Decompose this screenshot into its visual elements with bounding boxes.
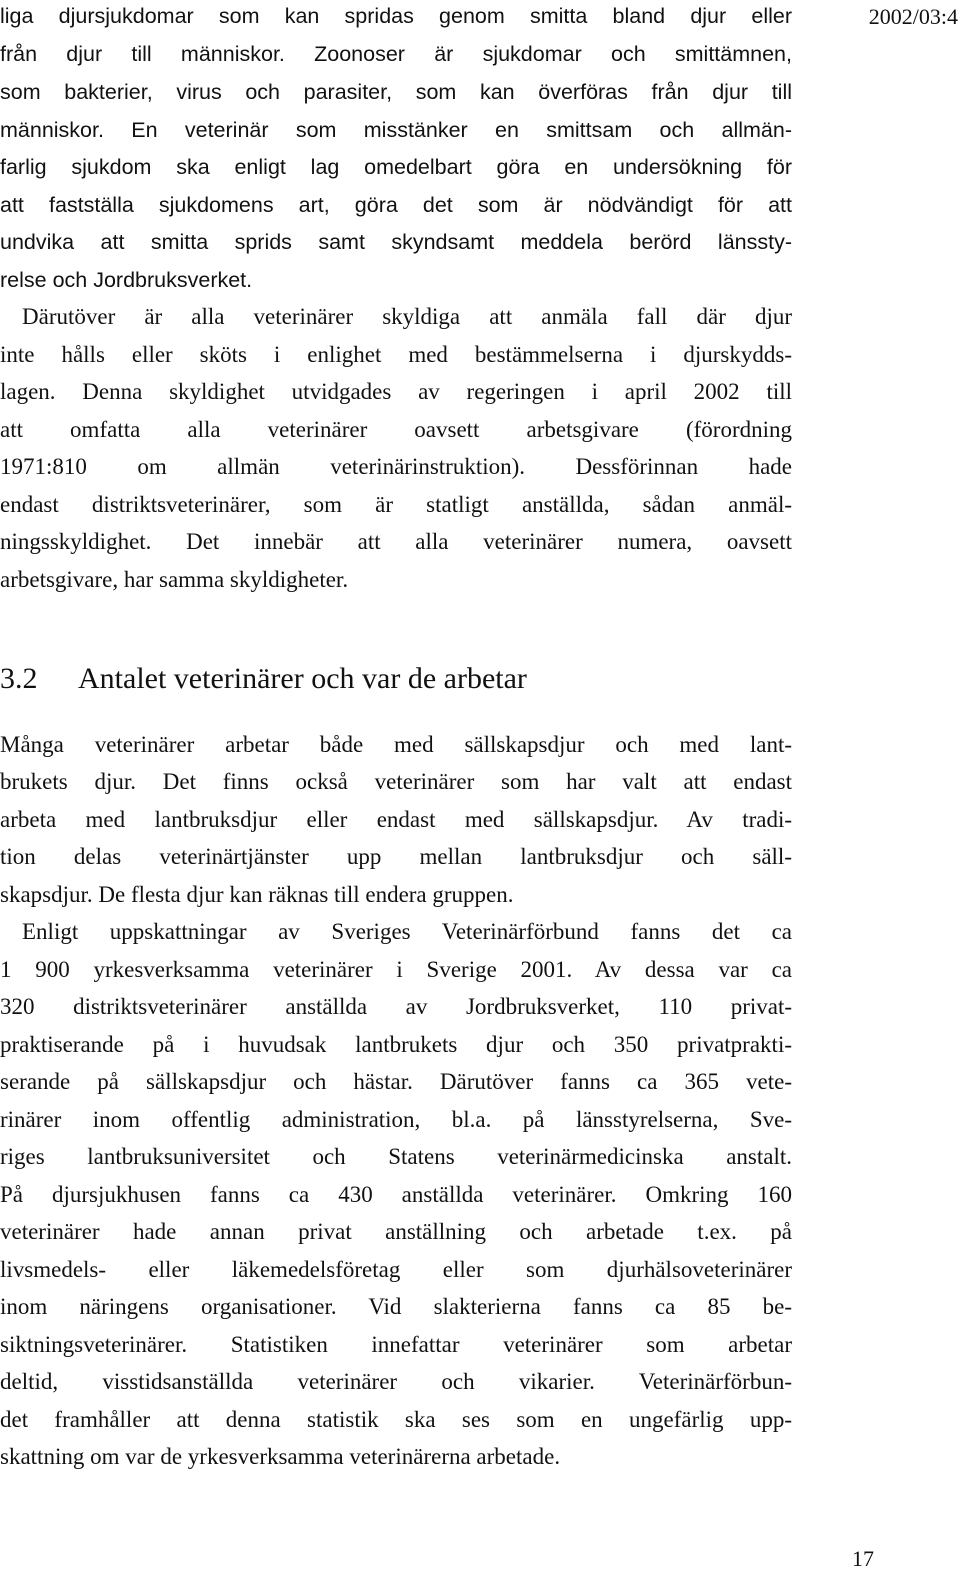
body-line: människor. En veterinär som misstänker en smittsam och allmän- [0, 118, 792, 142]
body-line: endast distriktsveterinärer, som är statligt anställda, sådan anmäl- [0, 492, 792, 517]
body-line: arbeta med lantbruksdjur eller endast med sällskapsdjur. Av tradi- [0, 807, 792, 832]
body-line: som bakterier, virus och parasiter, som kan överföras från djur till [0, 80, 792, 104]
body-line: relse och Jordbruksverket. [0, 268, 253, 292]
body-line: skapsdjur. De flesta djur kan räknas till endera gruppen. [0, 882, 514, 907]
body-line: På djursjukhusen fanns ca 430 anställda veterinärer. Omkring 160 [0, 1182, 792, 1207]
body-line: Enligt uppskattningar av Sveriges Veterinärförbund fanns det ca [22, 919, 792, 944]
body-line: arbetsgivare, har samma skyldigheter. [0, 567, 349, 592]
body-line: lagen. Denna skyldighet utvidgades av regeringen i april 2002 till [0, 379, 792, 404]
body-line: att omfatta alla veterinärer oavsett arbetsgivare (förordning [0, 417, 792, 442]
body-line: brukets djur. Det finns också veterinärer som har valt att endast [0, 769, 792, 794]
body-line: rinärer inom offentlig administration, bl.a. på länsstyrelserna, Sve- [0, 1107, 792, 1132]
body-line: tion delas veterinärtjänster upp mellan lantbruksdjur och säll- [0, 844, 792, 869]
body-line: 1971:810 om allmän veterinärinstruktion). Dessförinnan hade [0, 454, 792, 479]
body-line: 1 900 yrkesverksamma veterinärer i Sverige 2001. Av dessa var ca [0, 957, 792, 982]
page-number: 17 [852, 1546, 874, 1571]
body-line: att fastställa sjukdomens art, göra det som är nödvändigt för att [0, 193, 792, 217]
body-line: inte hålls eller sköts i enlighet med bestämmelserna i djurskydds- [0, 342, 792, 367]
body-line: ningsskyldighet. Det innebär att alla veterinärer numera, oavsett [0, 529, 792, 554]
body-line: det framhåller att denna statistik ska ses som en ungefärlig upp- [0, 1407, 792, 1432]
body-line: serande på sällskapsdjur och hästar. Därutöver fanns ca 365 vete- [0, 1069, 792, 1094]
body-line: farlig sjukdom ska enligt lag omedelbart göra en undersökning för [0, 155, 792, 179]
body-line: deltid, visstidsanställda veterinärer och vikarier. Veterinärförbun- [0, 1369, 792, 1394]
body-line: livsmedels- eller läkemedelsföretag eller som djurhälsoveterinärer [0, 1257, 792, 1282]
section-heading [0, 660, 527, 698]
body-line: veterinärer hade annan privat anställning och arbetade t.ex. på [0, 1219, 792, 1244]
body-line: skattning om var de yrkesverksamma veterinärerna arbetade. [0, 1444, 561, 1469]
document-reference-number: 2002/03:4 [868, 4, 958, 29]
body-line: från djur till människor. Zoonoser är sjukdomar och smittämnen, [0, 42, 792, 66]
body-line: Därutöver är alla veterinärer skyldiga att anmäla fall där djur [22, 304, 792, 329]
body-line: undvika att smitta sprids samt skyndsamt meddela berörd länssty- [0, 230, 792, 254]
body-line: praktiserande på i huvudsak lantbrukets djur och 350 privatprakti- [0, 1032, 792, 1057]
body-line: liga djursjukdomar som kan spridas genom smitta bland djur eller [0, 4, 792, 28]
body-line: siktningsveterinärer. Statistiken innefattar veterinärer som arbetar [0, 1332, 792, 1357]
body-line: inom näringens organisationer. Vid slakterierna fanns ca 85 be- [0, 1294, 792, 1319]
body-line: 320 distriktsveterinärer anställda av Jordbruksverket, 110 privat- [0, 994, 792, 1019]
section-number: 3.2 [0, 662, 38, 695]
body-line: riges lantbruksuniversitet och Statens veterinärmedicinska anstalt. [0, 1144, 792, 1169]
section-title: Antalet veterinärer och var de arbetar [78, 662, 527, 695]
body-line: Många veterinärer arbetar både med sällskapsdjur och med lant- [0, 732, 792, 757]
